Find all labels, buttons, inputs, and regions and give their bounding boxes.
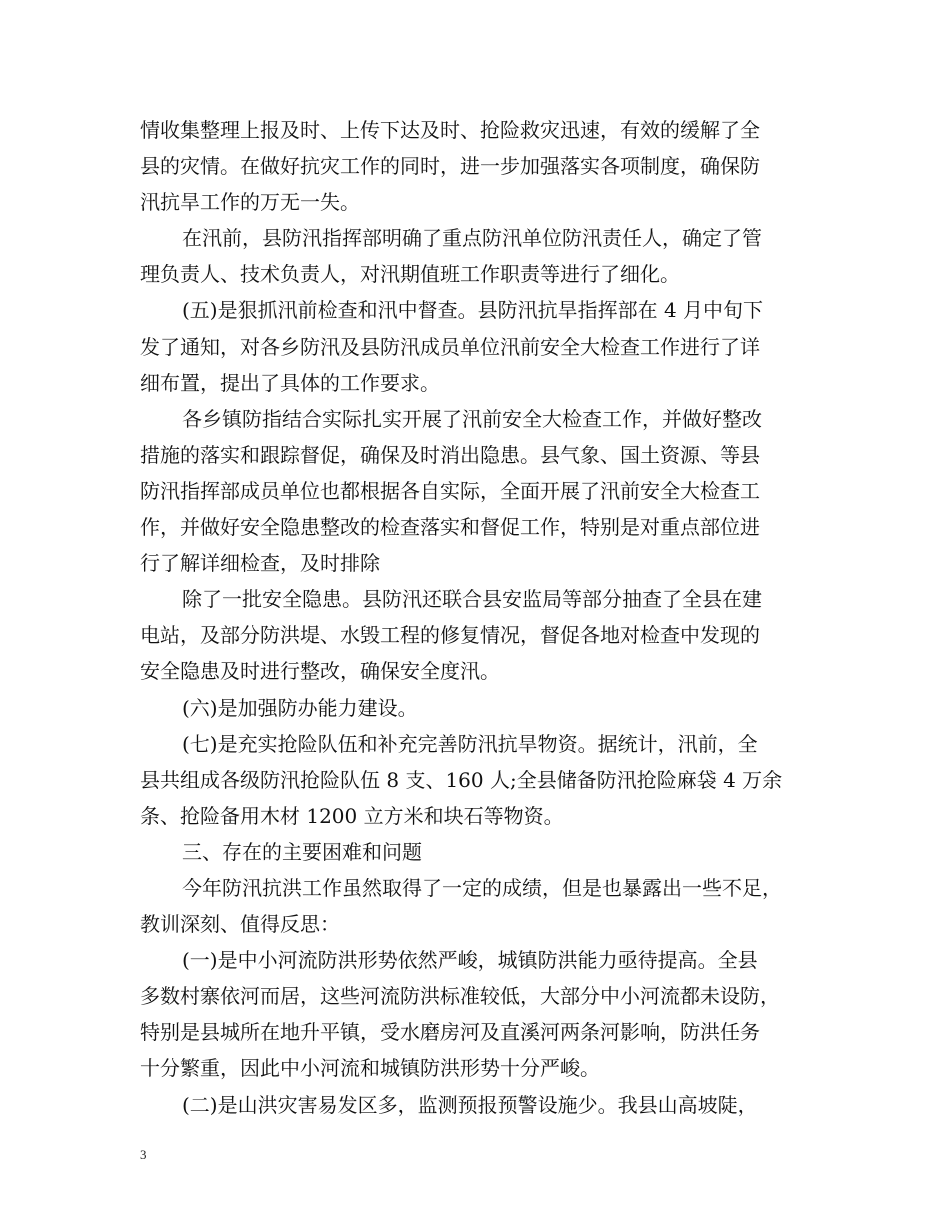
paragraph <box>140 942 820 1086</box>
text-line: (五)是狠抓汛前检查和汛中督查。县防汛抗旱指挥部在 4 月中旬下 <box>182 298 764 323</box>
paragraph <box>140 581 820 689</box>
text-line: (六)是加强防办能力建设。 <box>182 695 418 720</box>
text-line: (七)是充实抢险队伍和补充完善防汛抗旱物资。据统计，汛前，全 <box>182 731 758 756</box>
text-line: 教训深刻、值得反思： <box>140 912 340 937</box>
text-line: 防汛指挥部成员单位也都根据各自实际，全面开展了汛前安全大检查工 <box>140 478 760 503</box>
text-line: 电站，及部分防洪堤、水毁工程的修复情况，督促各地对检查中发现的 <box>140 623 760 648</box>
text-line: 发了通知，对各乡防汛及县防汛成员单位汛前安全大检查工作进行了详 <box>140 334 760 359</box>
text-line: 情收集整理上报及时、上传下达及时、抢险救灾迅速，有效的缓解了全 <box>140 118 760 142</box>
text-line: 县的灾情。在做好抗灾工作的同时，进一步加强落实各项制度，确保防 <box>140 154 760 179</box>
text-line: 措施的落实和跟踪督促，确保及时消出隐患。县气象、国土资源、等县 <box>140 442 760 467</box>
text-line: 安全隐患及时进行整改，确保安全度汛。 <box>140 659 500 684</box>
text-line: 三、存在的主要困难和问题 <box>182 839 422 864</box>
paragraph <box>140 690 820 726</box>
paragraph <box>140 834 820 870</box>
text-line: (一)是中小河流防洪形势依然严峻，城镇防洪能力亟待提高。全县 <box>182 948 758 973</box>
text-line: 行了解详细检查，及时排除 <box>140 551 380 576</box>
paragraph <box>140 292 820 400</box>
text-line: 特别是县城所在地升平镇，受水磨房河及直溪河两条河影响，防洪任务 <box>140 1020 760 1045</box>
text-line: 各乡镇防指结合实际扎实开展了汛前安全大检查工作，并做好整改 <box>182 406 762 431</box>
text-line: 条、抢险备用木材 1200 立方米和块石等物资。 <box>140 803 564 828</box>
text-line: (二)是山洪灾害易发区多，监测预报预警设施少。我县山高坡陡， <box>182 1092 758 1117</box>
paragraph <box>140 1087 820 1123</box>
text-line: 汛抗旱工作的万无一失。 <box>140 190 360 215</box>
text-line: 细布置，提出了具体的工作要求。 <box>140 370 440 395</box>
paragraph <box>140 870 820 942</box>
text-line: 多数村寨依河而居，这些河流防洪标准较低，大部分中小河流都未设防， <box>140 984 780 1009</box>
text-line: 理负责人、技术负责人，对汛期值班工作职责等进行了细化。 <box>140 262 680 287</box>
paragraph <box>140 220 820 292</box>
page-number: 3 <box>140 1147 147 1162</box>
paragraph <box>140 401 820 581</box>
text-line: 今年防汛抗洪工作虽然取得了一定的成绩，但是也暴露出一些不足， <box>182 875 782 900</box>
body-text <box>140 112 820 1123</box>
text-line: 作，并做好安全隐患整改的检查落实和督促工作，特别是对重点部位进 <box>140 515 760 540</box>
text-line: 十分繁重，因此中小河流和城镇防洪形势十分严峻。 <box>140 1056 600 1081</box>
paragraph <box>140 112 820 220</box>
text-line: 县共组成各级防汛抢险队伍 8 支、160 人;全县储备防汛抢险麻袋 4 万余 <box>140 767 783 792</box>
text-line: 除了一批安全隐患。县防汛还联合县安监局等部分抽查了全县在建 <box>182 587 762 612</box>
text-line: 在汛前，县防汛指挥部明确了重点防汛单位防汛责任人，确定了管 <box>182 226 762 251</box>
paragraph <box>140 726 820 834</box>
